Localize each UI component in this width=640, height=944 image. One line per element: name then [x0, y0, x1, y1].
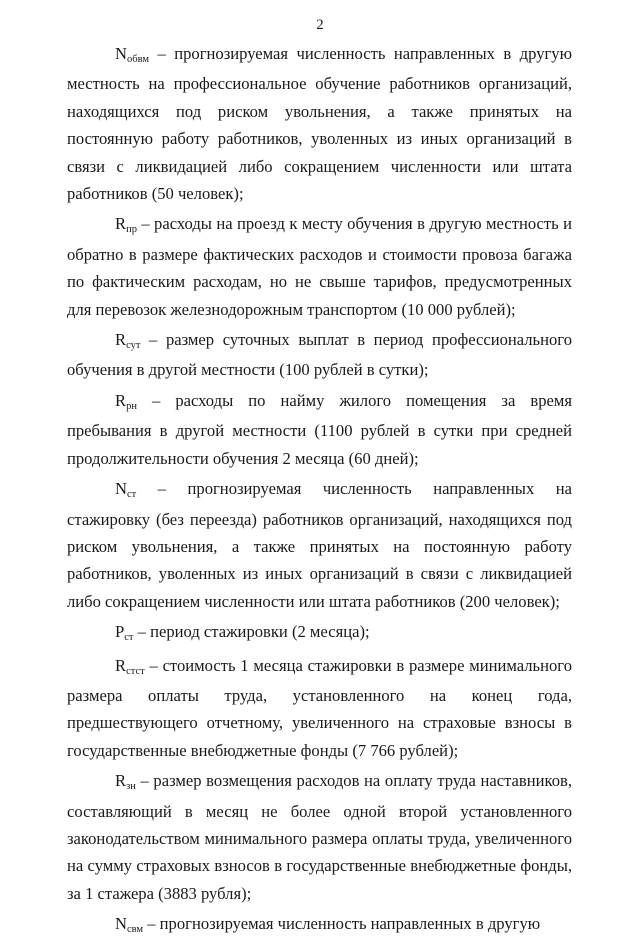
definition-text: – расходы по найму жилого помещения за время пребывания в другой местности (1100 рублей в сутки при средней продолжительности обучения 2 месяца (60 дней); — [67, 390, 572, 468]
definition-paragraph — [67, 40, 572, 207]
definition-text: – прогнозируемая численность направленных на стажировку (без переезда) работников организаций, находящихся под риском увольнения, а также принятых на постоянную работу работников, уволенных из иных организаций в связи с ликвидацией либо сокращением численности или штата работников (200 человек); — [67, 479, 572, 611]
variable-subscript: ст — [126, 489, 137, 501]
variable-subscript: зн — [126, 781, 136, 793]
variable-symbol: R — [115, 655, 127, 675]
variable-subscript: обвм — [126, 54, 149, 65]
definition-text: – период стажировки (2 месяца); — [133, 622, 370, 642]
definition-paragraph — [67, 475, 572, 615]
variable-subscript: пр — [126, 224, 137, 236]
variable-symbol: N — [115, 44, 127, 63]
variable-symbol: R — [115, 771, 127, 791]
definition-text: – размер суточных выплат в период профессионального обучения в другой местности (100 рублей в сутки); — [67, 330, 572, 380]
definition-text: – прогнозируемая численность направленных в другую местность на профессиональное обучение работников организаций, находящихся под риском увольнения, а также принятых на постоянную работу работников, уволенных из иных организаций в связи с ликвидацией либо сокращением численности или штата работников (50 человек); — [67, 44, 572, 204]
definition-paragraph — [67, 767, 572, 907]
variable-subscript: сут — [126, 340, 141, 352]
definition-paragraph — [67, 326, 572, 384]
variable-subscript: ст — [124, 632, 134, 644]
definition-text: – расходы на проезд к месту обучения в другую местность и обратно в размере фактических расходов и стоимости провоза багажа по фактическим расходам, но не свыше тарифов, предусмотренных для перевозок железнодорожным транспортом (10 000 рублей); — [67, 214, 572, 319]
definition-paragraph — [67, 387, 572, 472]
variable-symbol: N — [115, 914, 127, 934]
definition-text: – стоимость 1 месяца стажировки в размере минимального размера оплаты труда, установленного на конец года, предшествующего отчетному, увеличенного на страховые взносы в государственные внебюджетные фонды (7 766 рублей); — [67, 655, 572, 760]
page-number: 2 — [316, 17, 324, 33]
variable-symbol: R — [115, 390, 127, 410]
variable-symbol: R — [115, 330, 127, 350]
variable-subscript: рн — [126, 400, 137, 412]
definition-paragraph — [67, 910, 572, 940]
variable-symbol: P — [115, 622, 125, 642]
variable-symbol: N — [115, 479, 127, 499]
definition-paragraph — [67, 618, 572, 648]
variable-subscript: стст — [126, 665, 145, 677]
variable-symbol: R — [115, 214, 127, 234]
definition-paragraph — [67, 210, 572, 323]
definition-text: – прогнозируемая численность направленных в другую — [143, 914, 541, 934]
document-body — [67, 40, 572, 944]
definition-paragraph — [67, 652, 572, 765]
definition-text: – размер возмещения расходов на оплату труда наставников, составляющий в месяц не более одной второй установленного законодательством минимального размера оплаты труда, увеличенного на сумму страховых взносов в государственные внебюджетные фонды, за 1 стажера (3883 рубля); — [67, 771, 572, 903]
variable-subscript: свм — [126, 924, 144, 936]
